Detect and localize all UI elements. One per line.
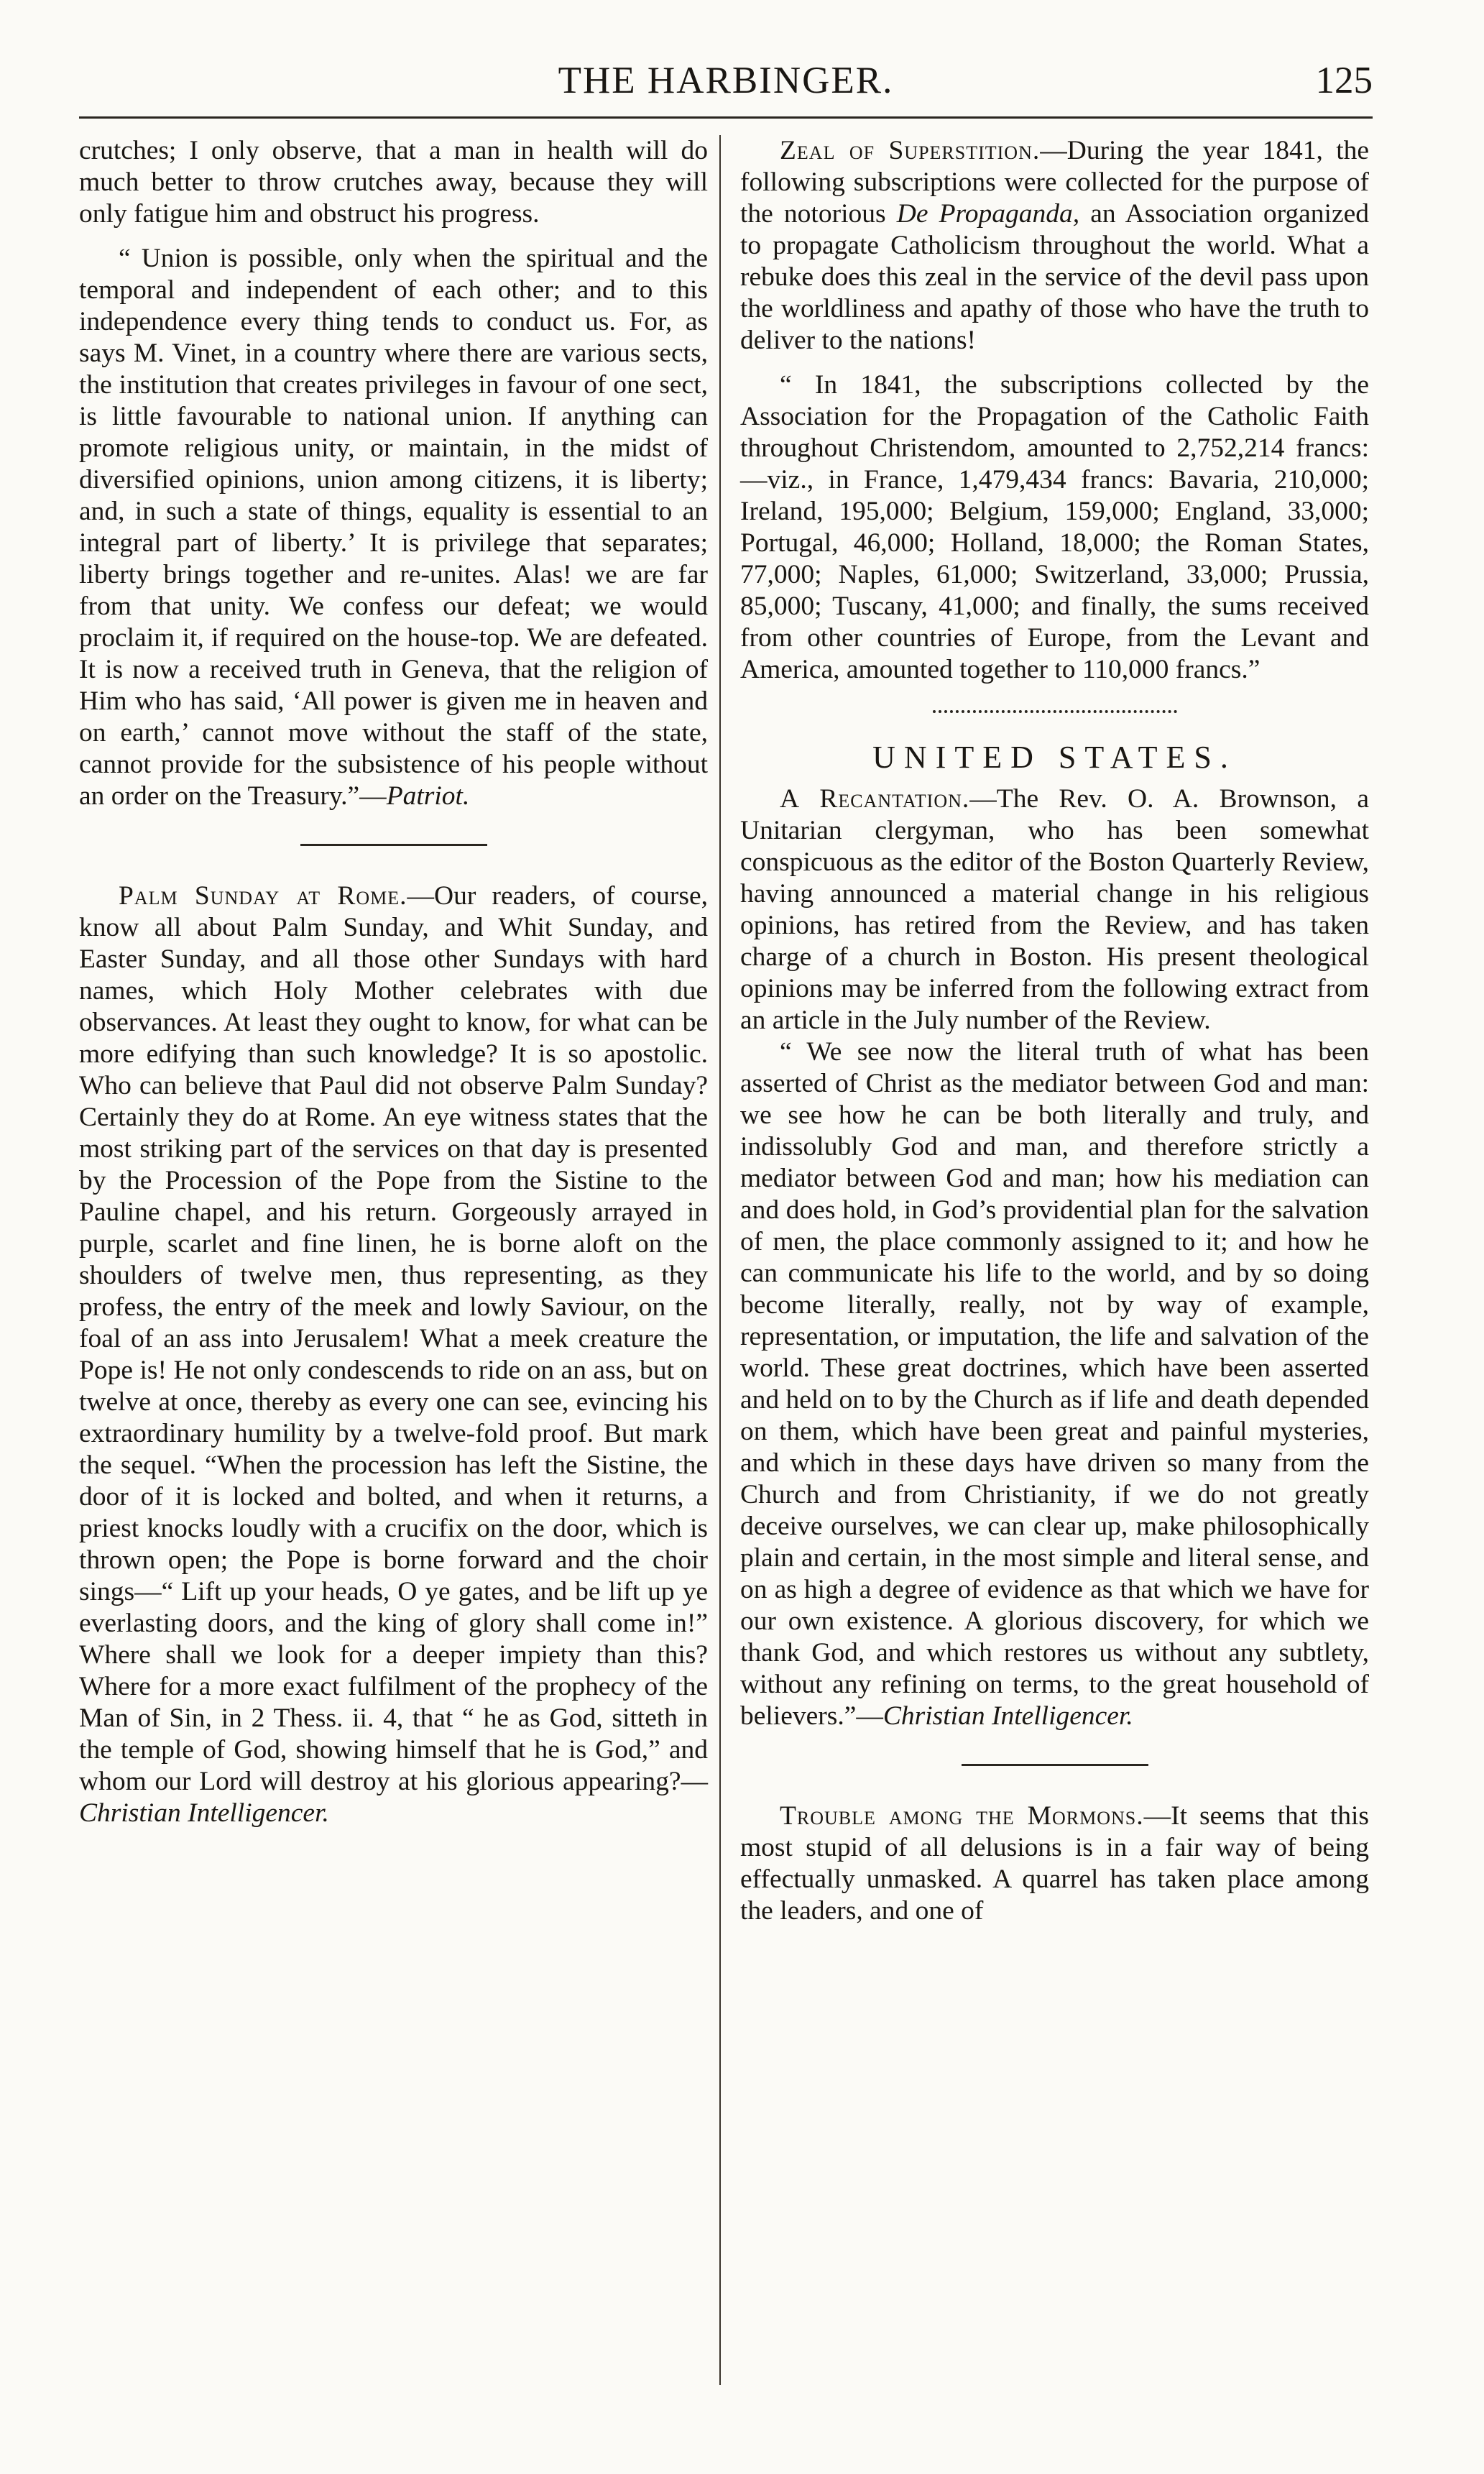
vinet-quote-text: “ Union is possible, only when the spiritual and the temporal and independent of each other; and to this independence every thing tends to conduct us. For, as says M. Vinet, in a country where there are various sects, the institution that creates privileges in favour of one sect, is little favourable to national union. If anything can promote religious unity, or maintain, in the midst of diversified opinions, union among citizens, it is liberty; and, in such a state of things, equality is essential to an integral part of liberty.’ It is privilege that separates; liberty brings together and re-unites. Alas! we are far from that unity. We confess our defeat; we would proclaim it, if required on the house-top. We are defeated. It is now a received truth in Geneva, that the religion of Him who has said, ‘All power is given me in heaven and on earth,’ cannot move without the staff of the state, cannot provide for the subsistence of his people without an order on the Treasury.”— bbox=[79, 244, 708, 811]
recantation-article bbox=[740, 783, 1369, 1036]
zeal-article bbox=[740, 135, 1369, 357]
palm-sunday-article bbox=[79, 880, 708, 1829]
palm-sunday-source: Christian Intelligencer. bbox=[79, 1798, 329, 1828]
article-divider bbox=[300, 844, 487, 846]
recantation-heading: A Recantation. bbox=[780, 784, 970, 814]
zeal-text-b: an Association organized to propagate Catholicism throughout the world. What a rebuke does this zeal in the service of the devil pass upon the worldliness and apathy of those who have the truth to deliver to the nations! bbox=[740, 199, 1369, 355]
left-column bbox=[79, 135, 708, 1829]
recantation-quote bbox=[740, 1036, 1369, 1732]
zeal-text-em: De Propaganda, bbox=[896, 199, 1080, 229]
running-title: THE HARBINGER. bbox=[558, 60, 894, 101]
continued-paragraph: crutches; I only observe, that a man in health will do much better to throw crutches away, because they will only fatigue him and obstruct his progress. bbox=[79, 136, 708, 229]
recantation-quote-text: “ We see now the literal truth of what has been asserted of Christ as the mediator between God and man: we see how he can be both literally and truly, and indissolubly God and man, and therefore strictly a mediator between God and man; how his mediation can and does hold, in God’s providential plan for the salvation of men, the place commonly assigned to it; and how he can communicate his life to the world, and by so doing become literally, really, not by way of example, representation, or imputation, the life and salvation of the world. These great doctrines, which have been asserted and held on to by the Church as if life and death depended on them, which have been great and painful mysteries, and which in these days have driven so many from the Church and from Christianity, if we do not greatly deceive ourselves, we can clear up, make philosophically plain and certain, in the most simple and literal sense, and on as high a degree of evidence as that which we have for our own existence. A glorious discovery, for which we thank God, and which restores us without any subtlety, without any refining on terms, to the great household of believers.”— bbox=[740, 1037, 1369, 1731]
vinet-quote-paragraph bbox=[79, 243, 708, 812]
mormons-heading: Trouble among the Mormons. bbox=[780, 1801, 1144, 1831]
column-divider bbox=[719, 135, 721, 2385]
palm-sunday-text: —Our readers, of course, know all about Palm Sunday, and Whit Sunday, and Easter Sunday, and all those other Sundays with hard names, which Holy Mother celebrates with due observances. At least they ought to know, for what can be more edifying than such knowledge? It is so apostolic. Who can believe that Paul did not observe Palm Sunday? Certainly they do at Rome. An eye witness states that the most striking part of the services on that day is presented by the Procession of the Pope from the Sistine to the Pauline chapel, and his return. Gorgeously arrayed in purple, scarlet and fine linen, he is borne aloft on the shoulders of twelve men, thus representing, as they profess, the entry of the meek and lowly Saviour, on the foal of an ass into Jerusalem! What a meek creature the Pope is! He not only condescends to ride on an ass, but on twelve at once, thereby as every one can see, evincing his extraordinary humility by a twelve-fold proof. But mark the sequel. “When the procession has left the Sistine, the door of it is locked and bolted, and when it returns, a priest knocks loudly with a crucifix on the door, which is thrown open; the Pope is borne forward and the choir sings—“ Lift up your heads, O ye gates, and be lift up ye everlasting doors, and the king of glory shall come in!” Where shall we look for a deeper impiety than this? Where for a more exact fulfilment of the prophecy of the Man of Sin, in 2 Thess. ii. 4, that “ he as God, sitteth in the temple of God, showing himself that he is God,” and whom our Lord will destroy at his glorious appearing?— bbox=[79, 881, 708, 1796]
recantation-source: Christian Intelligencer. bbox=[882, 1701, 1133, 1731]
mormons-text: —It seems that this most stupid of all delusions is in a fair way of being effectually unmasked. A quarrel has taken place among the leaders, and one of bbox=[740, 1801, 1370, 1926]
right-column bbox=[740, 135, 1369, 1927]
zeal-text-a: —During the year 1841, the following subscriptions were collected for the purpose of the notorious bbox=[740, 136, 1370, 229]
zeal-heading: Zeal of Superstition. bbox=[780, 136, 1041, 165]
section-title: UNITED STATES. bbox=[872, 740, 1237, 775]
patriot-source: Patriot. bbox=[386, 781, 470, 811]
page-header bbox=[79, 59, 1373, 109]
mormons-article bbox=[740, 1801, 1369, 1927]
header-rule bbox=[79, 116, 1373, 119]
page-number: 125 bbox=[1315, 60, 1373, 101]
article-divider-2 bbox=[962, 1764, 1148, 1766]
recantation-text: —The Rev. O. A. Brownson, a Unitarian clergyman, who has been somewhat conspicuous as the editor of the Boston Quarterly Review, having announced a material change in his religious opinions, has retired from the Review, and has taken charge of a church in Boston. His present theological opinions may be inferred from the following extract from an article in the July number of the Review. bbox=[740, 784, 1370, 1035]
section-divider bbox=[933, 710, 1177, 713]
palm-sunday-heading: Palm Sunday at Rome. bbox=[119, 881, 407, 911]
zeal-quote: “ In 1841, the subscriptions collected by the Association for the Propagation of the Catholic Faith throughout Christendom, amounted to 2,752,214 francs:—viz., in France, 1,479,434 francs: Bavaria, 210,000; Ireland, 195,000; Belgium, 159,000; England, 33,000; Portugal, 46,000; Holland, 18,000; the Roman States, 77,000; Naples, 61,000; Switzerland, 33,000; Prussia, 85,000; Tuscany, 41,000; and finally, the sums received from other countries of Europe, from the Levant and America, amounted together to 110,000 francs.” bbox=[740, 370, 1369, 684]
